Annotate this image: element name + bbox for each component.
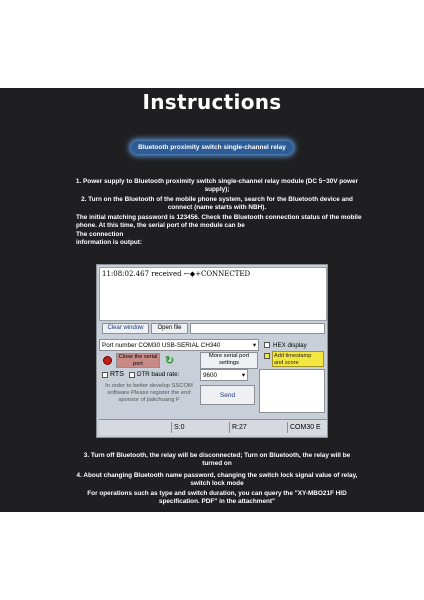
dtr-checkbox[interactable] xyxy=(129,372,135,378)
chevron-down-icon: ▾ xyxy=(252,342,256,349)
hex-display-label: HEX display xyxy=(273,342,307,349)
baud-value: 9600 xyxy=(203,372,218,379)
refresh-icon[interactable]: ↻ xyxy=(165,355,175,367)
serial-tool-screenshot xyxy=(96,264,328,438)
rts-label: RTS xyxy=(110,371,124,378)
step-2-password: The initial matching password is 123456. Check the Bluetooth connection status of the mobile phone. At this time, the serial port of the module can be xyxy=(76,214,362,229)
received-line: 11:08:02.467 received ←◆+CONNECTED xyxy=(102,270,251,278)
timestamp-checkbox[interactable] xyxy=(264,353,270,359)
step-4-note: For operations such as type and switch duration, you can query the "XY-MBO21F HID specification. PDF" in the attachment" xyxy=(87,490,347,505)
close-port-button[interactable]: Close the serial port xyxy=(116,353,160,368)
send-button[interactable]: Send xyxy=(200,385,255,405)
receive-window xyxy=(99,267,327,321)
status-port: COM30 E xyxy=(287,422,321,433)
dtr-baud-label: DTR baud rate: xyxy=(137,371,180,378)
instructions-panel xyxy=(0,88,424,512)
status-sent: S:0 xyxy=(171,422,185,433)
port-select[interactable] xyxy=(99,339,259,351)
chevron-down-icon: ▾ xyxy=(241,372,245,379)
subtitle-wrap xyxy=(0,136,424,154)
baud-select[interactable] xyxy=(200,369,248,381)
step-1: 1. Power supply to Bluetooth proximity switch single-channel relay module (DC 5~30V power supply); xyxy=(75,178,359,193)
status-received: R:27 xyxy=(229,422,247,433)
sponsor-text: In order to better develop SSCOM software Please register the end sponsor of jialichuang F xyxy=(99,383,199,413)
send-input[interactable] xyxy=(259,369,325,413)
step-2-output: The connection information is output: xyxy=(76,231,143,246)
step-3: 3. Turn off Bluetooth, the relay will be disconnected; Turn on Bluetooth, the relay will be turned on xyxy=(83,452,351,467)
subtitle-badge: Bluetooth proximity switch single-channel relay xyxy=(131,141,293,154)
port-status-icon xyxy=(103,356,112,365)
timestamp-label: Add timestamp and score xyxy=(272,351,324,367)
hex-display-checkbox[interactable] xyxy=(264,342,270,348)
port-select-value: Port number COM30 USB-SERIAL CH340 xyxy=(102,342,221,349)
step-2: 2. Turn on the Bluetooth of the mobile phone system, search for the Bluetooth device and connect (name starts with NBH). xyxy=(81,196,353,211)
page-title: Instructions xyxy=(142,90,282,114)
more-settings-button[interactable]: More serial port settings xyxy=(200,352,258,369)
file-path-field[interactable] xyxy=(190,323,325,334)
step-4: 4. About changing Bluetooth name password, changing the switch lock signal value of relay, switch lock mode xyxy=(76,472,358,487)
rts-checkbox[interactable] xyxy=(102,372,108,378)
clear-window-button[interactable]: Clear window xyxy=(102,323,149,334)
open-file-button[interactable]: Open file xyxy=(151,323,188,334)
status-bar xyxy=(99,419,327,435)
